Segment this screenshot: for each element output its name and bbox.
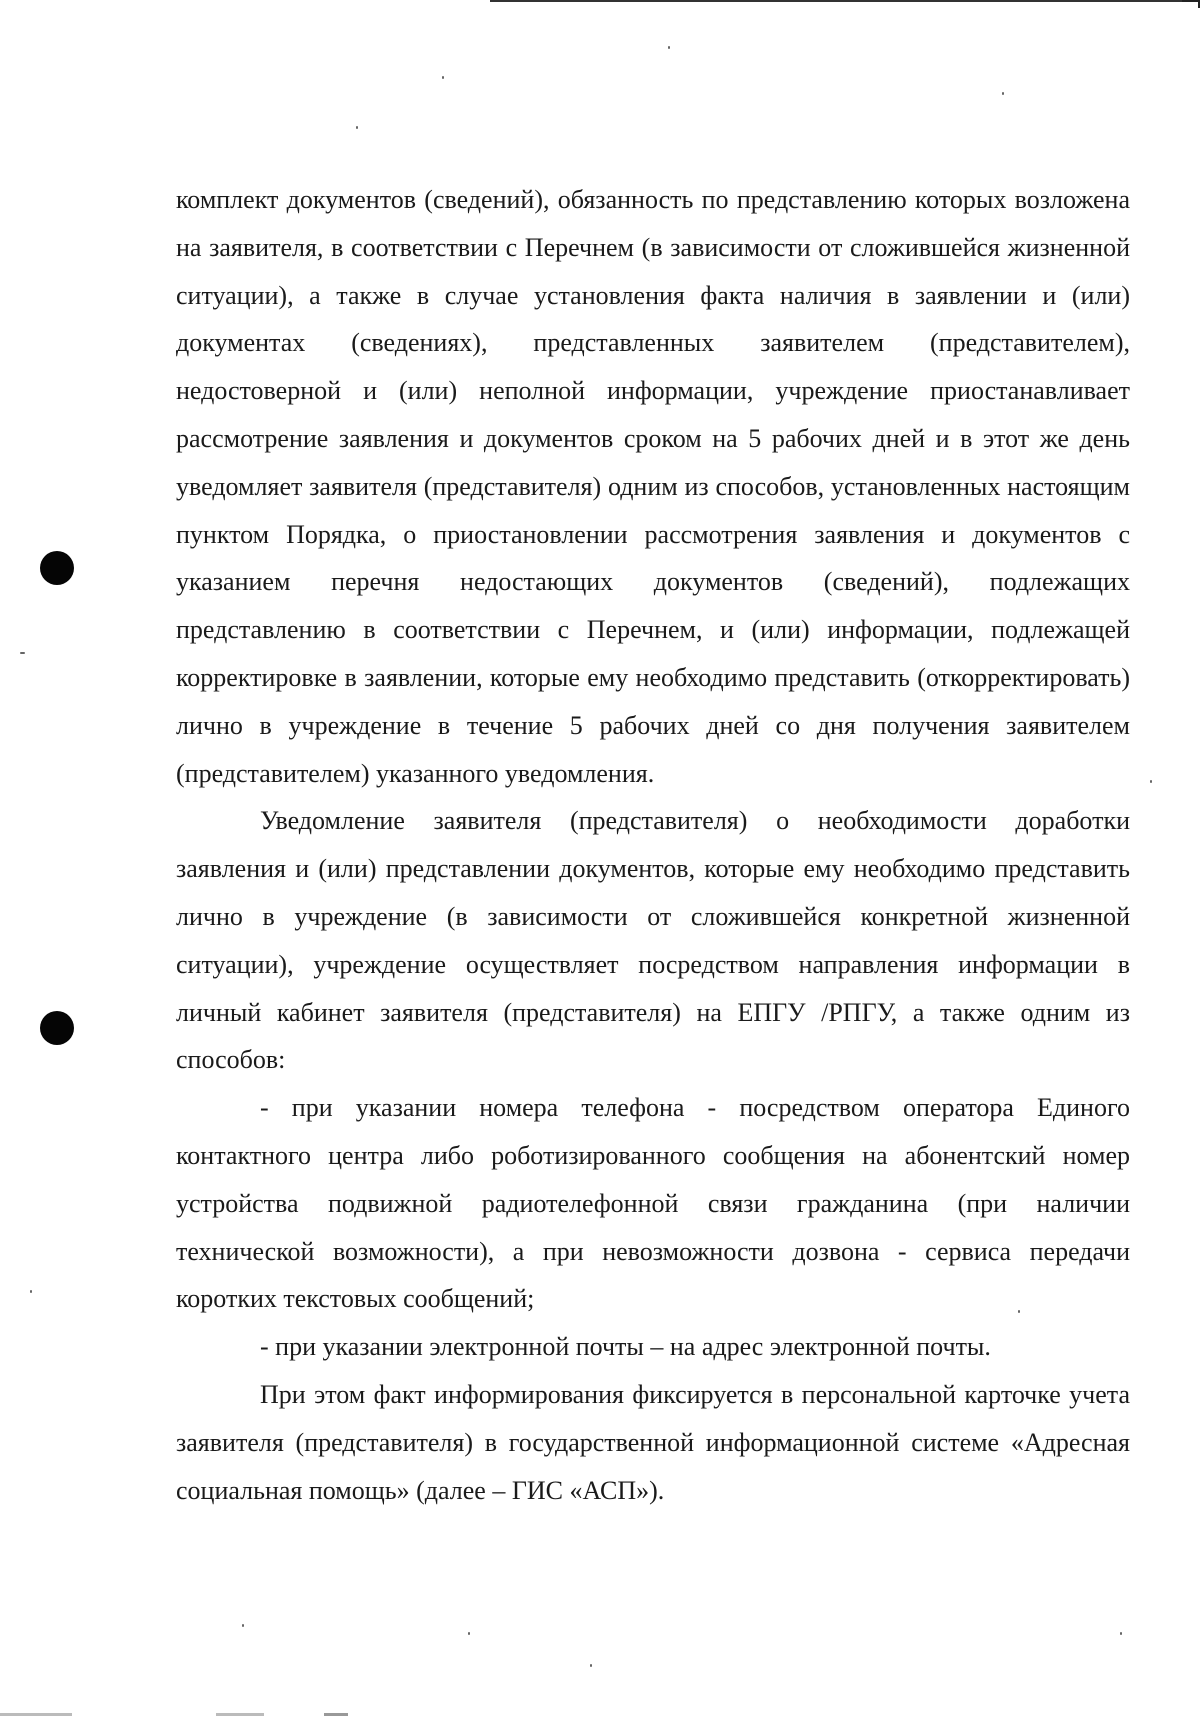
punch-hole-mark: [40, 551, 74, 585]
scan-speck: [1150, 780, 1152, 783]
scan-speck: [590, 1664, 592, 1667]
scan-speck: [356, 126, 358, 129]
scan-speck: [1002, 92, 1004, 95]
body-paragraph: При этом факт информирования фиксируется в персональной карточке учета заявителя (представителя) в государственной информационной системе «Адресная социальная помощь» (далее – ГИС «АСП»).: [176, 1379, 1130, 1505]
body-paragraph: комплект документов (сведений), обязанность по представлению которых возложена на заявителя, в соответствии с Перечнем (в зависимости от сложившейся жизненной ситуации), а также в случае установления факта наличия в заявлении и (или) документах (сведениях), представленных заявителем (представителем), недостоверной и (или) неполной информации, учреждение приостанавливает рассмотрение заявления и документов сроком на 5 рабочих дней и в этот же день уведомляет заявителя (представителя) одним из способов, установленных настоящим пунктом Порядка, о приостановлении рассмотрения заявления и документов с указанием перечня недостающих документов (сведений), подлежащих представлению в соответствии с Перечнем, и (или) информации, подлежащей корректировке в заявлении, которые ему необходимо представить (откорректировать) лично в учреждение в течение 5 рабочих дней со дня получения заявителем (представителем) указанного уведомления.: [176, 185, 1130, 788]
list-item: - при указании электронной почты – на адрес электронной почты.: [260, 1332, 991, 1362]
scan-speck: [30, 1290, 32, 1293]
document-body: [176, 176, 1130, 1514]
scan-corner-mark: [1182, 0, 1200, 8]
scan-speck: [442, 76, 444, 79]
scan-speck: [468, 1632, 470, 1635]
list-item: - при указании номера телефона - посредством оператора Единого контактного центра либо роботизированного сообщения на абонентский номер устройства подвижной радиотелефонной связи гражданина (при наличии технической возможности), а при невозможности дозвона - сервиса передачи коротких текстовых сообщений;: [176, 1093, 1130, 1314]
scan-speck: [668, 46, 670, 49]
body-paragraph: Уведомление заявителя (представителя) о необходимости доработки заявления и (или) представлении документов, которые ему необходимо представить лично в учреждение (в зависимости от сложившейся конкретной жизненной ситуации), учреждение осуществляет посредством направления информации в личный кабинет заявителя (представителя) на ЕПГУ /РПГУ, а также одним из способов:: [176, 806, 1130, 1075]
scan-edge-top: [490, 0, 1200, 2]
punch-hole-mark: [40, 1011, 74, 1045]
scan-speck: [20, 652, 25, 654]
scan-speck: [1120, 1632, 1122, 1635]
scan-speck: [242, 1624, 244, 1627]
